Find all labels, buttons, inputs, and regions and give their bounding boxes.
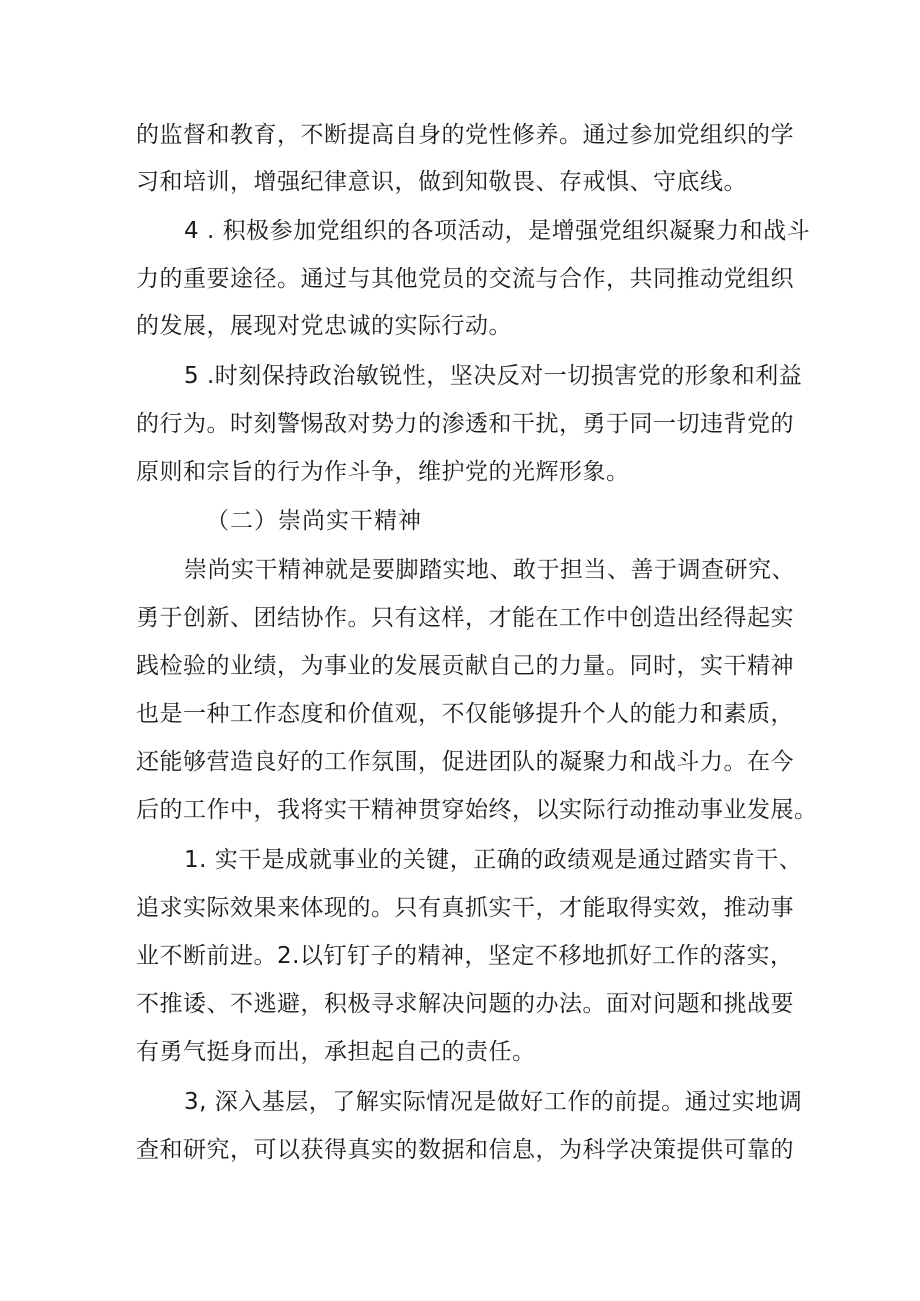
text-line-15: 后的工作中，我将实干精神贯穿始终，以实际行动推动事业发展。 — [136, 797, 818, 823]
text-line-5: 的发展，展现对党忠诚的实际行动。 — [136, 313, 512, 339]
text-line-20: 有勇气挺身而出，承担起自己的责任。 — [136, 1039, 536, 1065]
text-line-1: 的监督和教育，不断提高自身的党性修养。通过参加党组织的学 — [136, 122, 794, 148]
text-line-19: 不推诿、不逃避，积极寻求解决问题的办法。面对问题和挑战要 — [136, 991, 794, 1017]
text-line-13: 也是一种工作态度和价值观，不仅能够提升个人的能力和素质， — [136, 701, 794, 727]
text-line-21: 3, 深入基层，了解实际情况是做好工作的前提。通过实地调 — [184, 1089, 803, 1115]
text-line-14: 还能够营造良好的工作氛围，促进团队的凝聚力和战斗力。在今 — [136, 749, 794, 775]
text-line-8: 原则和宗旨的行为作斗争，维护党的光辉形象。 — [136, 459, 630, 485]
text-line-18: 业不断前进。2.以钉钉子的精神，坚定不移地抓好工作的落实， — [136, 943, 794, 969]
text-line-10: 崇尚实干精神就是要脚踏实地、敢于担当、善于调查研究、 — [184, 557, 795, 583]
text-line-17: 追求实际效果来体现的。只有真抓实干，才能取得实效，推动事 — [136, 895, 794, 921]
text-line-6: 5 .时刻保持政治敏锐性，坚决反对一切损害党的形象和利益 — [184, 363, 803, 389]
text-line-11: 勇于创新、团结协作。只有这样，才能在工作中创造出经得起实 — [136, 605, 794, 631]
text-line-7: 的行为。时刻警惕敌对势力的渗透和干扰，勇于同一切违背党的 — [136, 411, 794, 437]
text-line-16: 1. 实干是成就事业的关键，正确的政绩观是通过踏实肯干、 — [184, 847, 803, 873]
text-line-22: 查和研究，可以获得真实的数据和信息，为科学决策提供可靠的 — [136, 1137, 794, 1163]
text-line-2: 习和培训，增强纪律意识，做到知敬畏、存戒惧、守底线。 — [136, 169, 747, 195]
text-line-3: 4 . 积极参加党组织的各项活动，是增强党组织凝聚力和战斗 — [184, 218, 811, 244]
section-heading: （二）崇尚实干精神 — [206, 508, 422, 534]
text-line-12: 践检验的业绩，为事业的发展贡献自己的力量。同时，实干精神 — [136, 653, 794, 679]
text-line-4: 力的重要途径。通过与其他党员的交流与合作，共同推动党组织 — [136, 266, 794, 292]
